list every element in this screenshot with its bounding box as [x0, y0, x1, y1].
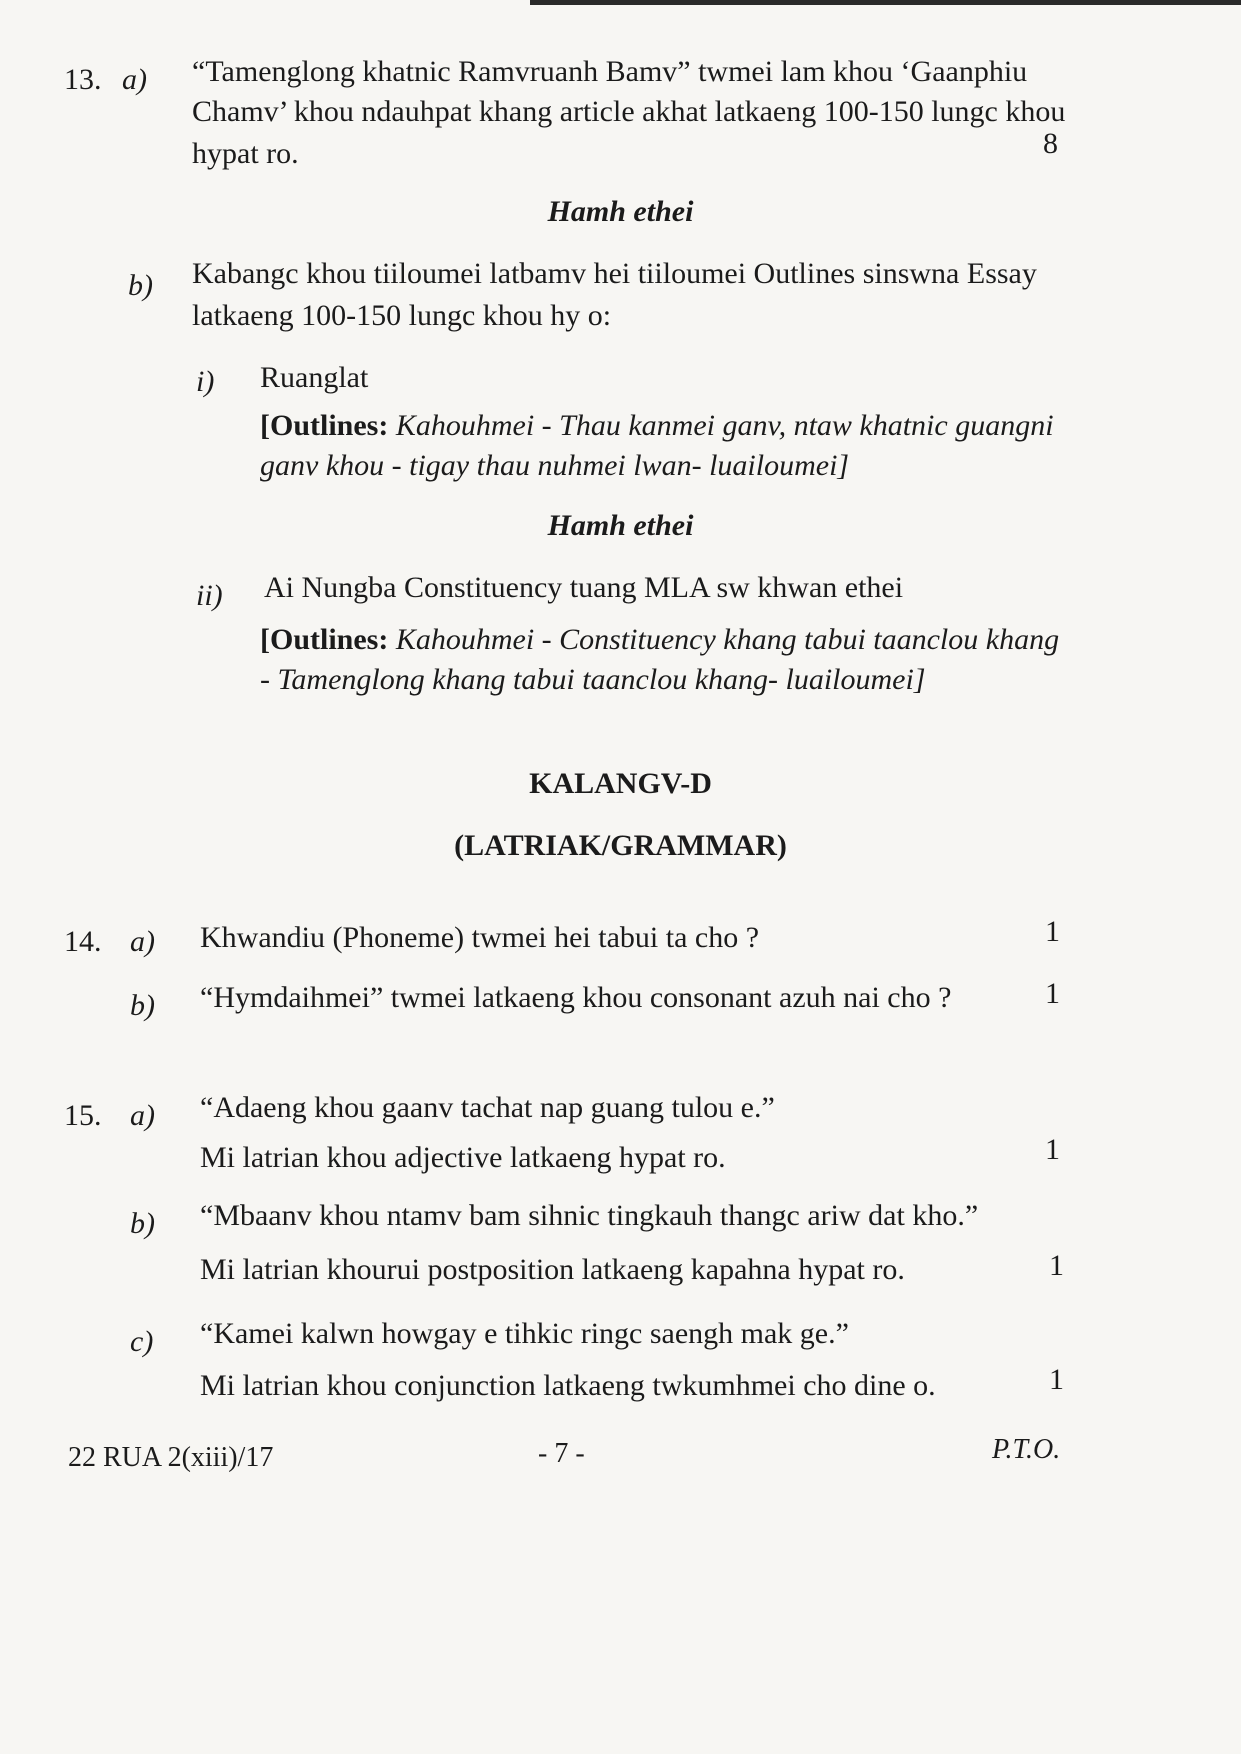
q15c-letter: c): [130, 1325, 154, 1358]
outline-text: - Tamenglong khang tabui taanclou khang- luailoumei]: [260, 663, 926, 696]
q13b-ii-outline-line-2: [260, 660, 926, 700]
q15b-marks: 1: [1049, 1249, 1064, 1282]
q13a-line-1: “Tamenglong khatnic Ramvruanh Bamv” twmei lam khou ‘Gaanphiu: [192, 55, 1028, 88]
outline-text: Kahouhmei - Thau kanmei ganv, ntaw khatnic guangni: [395, 409, 1054, 442]
q13b-ii-outline-line-1: [260, 620, 1059, 660]
or-label: Hamh ethei: [547, 509, 694, 542]
q14a-letter: a): [130, 925, 155, 958]
q15b-instruction: Mi latrian khourui postposition latkaeng kapahna hypat ro.: [200, 1253, 905, 1286]
outline-label: [Outlines:: [260, 409, 389, 442]
section-title: KALANGV-D: [529, 767, 712, 800]
pto-label: P.T.O.: [992, 1434, 1061, 1465]
page-number: - 7 -: [538, 1438, 585, 1469]
q14b-letter: b): [130, 989, 155, 1022]
q13b-ii-title: Ai Nungba Constituency tuang MLA sw khwan ethei: [264, 571, 904, 604]
outline-text: ganv khou - tigay thau nuhmei lwan- luailoumei]: [260, 449, 850, 482]
q14a-marks: 1: [1045, 915, 1060, 948]
q13b-line-2: latkaeng 100-150 lungc khou hy o:: [192, 299, 612, 332]
outline-label: [Outlines:: [260, 623, 389, 656]
q13a-line-3: hypat ro.: [192, 137, 299, 170]
q13b-letter: b): [128, 269, 153, 302]
q14b-text: “Hymdaihmei” twmei latkaeng khou consonant azuh nai cho ?: [200, 981, 952, 1014]
q15c-quote: “Kamei kalwn howgay e tihkic ringc saengh mak ge.”: [200, 1317, 849, 1350]
q14a-text: Khwandiu (Phoneme) twmei hei tabui ta cho ?: [200, 921, 760, 954]
q13b-i-title: Ruanglat: [260, 361, 369, 394]
q13b-line-1: Kabangc khou tiiloumei latbamv hei tiiloumei Outlines sinswna Essay: [192, 257, 1037, 290]
q15c-instruction: Mi latrian khou conjunction latkaeng twkumhmei cho dine o.: [200, 1369, 936, 1402]
q14b-marks: 1: [1045, 977, 1060, 1010]
q13b-ii-numeral: ii): [196, 579, 223, 612]
q13a-line-2: Chamv’ khou ndauhpat khang article akhat latkaeng 100-150 lungc khou: [192, 95, 1066, 128]
paper-code: 22 RUA 2(xiii)/17: [68, 1442, 274, 1473]
q15-number: 15.: [64, 1099, 102, 1132]
q15a-quote: “Adaeng khou gaanv tachat nap guang tulou e.”: [200, 1091, 775, 1124]
q15b-quote: “Mbaanv khou ntamv bam sihnic tingkauh thangc ariw dat kho.”: [200, 1199, 979, 1232]
q15a-marks: 1: [1045, 1133, 1060, 1166]
top-rule: [530, 0, 1241, 5]
q13b-i-outline-line-2: [260, 446, 849, 486]
q15a-letter: a): [130, 1099, 155, 1132]
q13a-marks: 8: [1043, 127, 1058, 160]
q13-number: 13.: [64, 63, 102, 96]
q15b-letter: b): [130, 1207, 155, 1240]
q13b-i-numeral: i): [196, 365, 215, 398]
section-subtitle: (LATRIAK/GRAMMAR): [454, 829, 787, 862]
q14-number: 14.: [64, 925, 102, 958]
q15c-marks: 1: [1049, 1363, 1064, 1396]
q13b-i-outline-line-1: [260, 406, 1054, 446]
outline-text: Kahouhmei - Constituency khang tabui taanclou khang: [395, 623, 1060, 656]
q15a-instruction: Mi latrian khou adjective latkaeng hypat ro.: [200, 1141, 726, 1174]
or-label: Hamh ethei: [547, 195, 694, 228]
q13a-letter: a): [122, 63, 147, 96]
